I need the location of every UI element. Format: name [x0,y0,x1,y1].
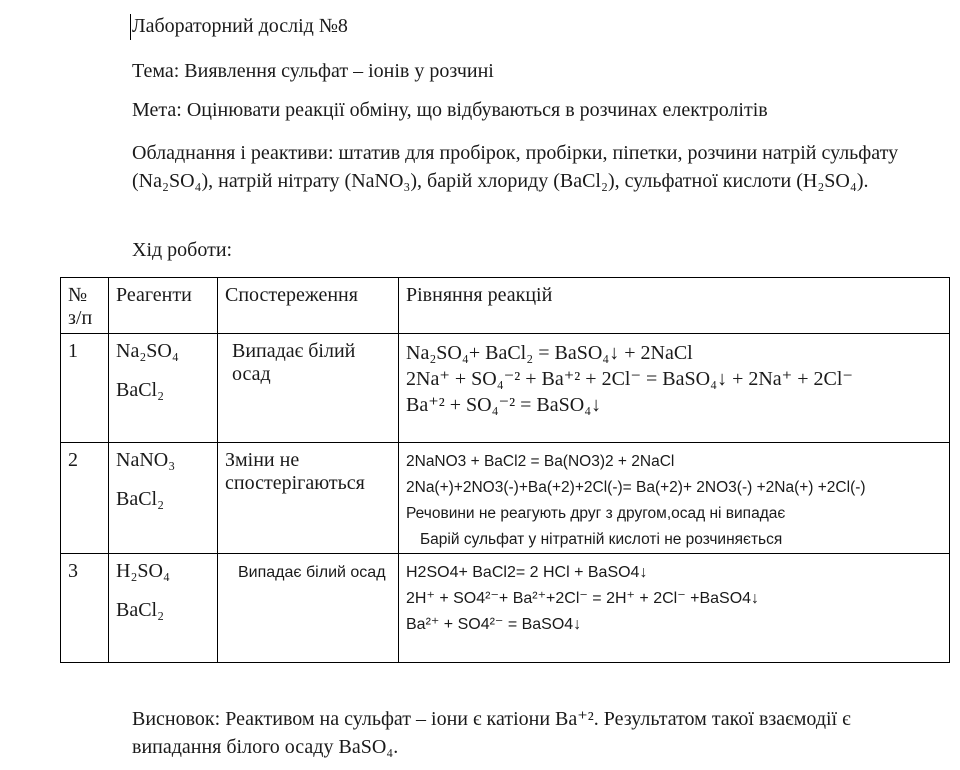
reagent-2: BaCl₂ [116,488,165,510]
conclusion-paragraph: Висновок: Реактивом на сульфат – іони є катіони Ba⁺². Результатом такої взаємодії є випадання білого осаду BaSO₄. [132,708,851,758]
equation-molecular: 2NaNO3 + BaCl2 = Ba(NO3)2 + 2NaCl [406,453,675,470]
equation-full-ionic: 2H⁺ + SO4²⁻+ Ba²⁺+2Cl⁻ = 2H⁺ + 2Cl⁻ +BaSO4↓ [406,590,760,607]
note-solubility: Барій сульфат у нітратній кислоті не розчиняється [420,531,783,548]
equation-full-ionic: 2Na(+)+2NO3(-)+Ba(+2)+2Cl(-)= Ba(+2)+ 2NO3(-) +2Na(+) +2Cl(-) [406,479,866,496]
row-number: 2 [68,449,78,471]
equation-molecular: H2SO4+ BaCl2= 2 HCl + BaSO4↓ [406,564,648,581]
text-cursor [130,14,131,40]
topic-line: Тема: Виявлення сульфат – іонів у розчині [132,60,494,82]
table-row [61,554,950,663]
header-reagents: Реагенти [116,284,192,306]
page-title: Лабораторний дослід №8 [132,15,348,37]
equation-molecular: Na₂SO₄+ BaCl₂ = BaSO₄↓ + 2NaCl [406,342,693,364]
table-row [61,334,950,443]
header-observation: Спостереження [225,284,358,306]
reagent-2: BaCl₂ [116,599,165,621]
table-header-row [61,278,950,334]
reagent-2: BaCl₂ [116,379,165,401]
equation-short-ionic: Ba⁺² + SO₄⁻² = BaSO₄↓ [406,394,602,416]
header-number: № з/п [68,284,93,329]
equipment-paragraph: Обладнання і реактиви: штатив для пробірок, пробірки, піпетки, розчини натрій сульфату (Na₂SO₄), натрій нітрату (NaNO₃), барій хлориду (BaCl₂), сульфатної кислоти (H₂SO₄). [132,142,899,192]
equation-short-ionic: Ba²⁺ + SO4²⁻ = BaSO4↓ [406,616,582,633]
reaction-table [60,277,950,663]
procedure-label: Хід роботи: [132,239,233,261]
note-no-reaction: Речовини не реагують друг з другом,осад ні випадає [406,505,786,522]
goal-line: Мета: Оцінювати реакції обміну, що відбуваються в розчинах електролітів [132,99,768,121]
reagent-1: H₂SO₄ [116,560,170,582]
observation: Зміни не спостерігаються [225,449,365,494]
reagent-1: Na₂SO₄ [116,340,179,362]
observation: Випадає білий осад [232,340,356,385]
equipment-label: Обладнання і реактиви: [132,142,339,164]
equation-full-ionic: 2Na⁺ + SO₄⁻² + Ba⁺² + 2Cl⁻ = BaSO₄↓ + 2Na⁺ + 2Cl⁻ [406,368,853,390]
table-row [61,443,950,554]
row-number: 3 [68,560,78,582]
header-equations: Рівняння реакцій [406,284,553,306]
observation: Випадає білий осад [238,564,386,581]
row-number: 1 [68,340,78,362]
reagent-1: NaNO₃ [116,449,176,471]
